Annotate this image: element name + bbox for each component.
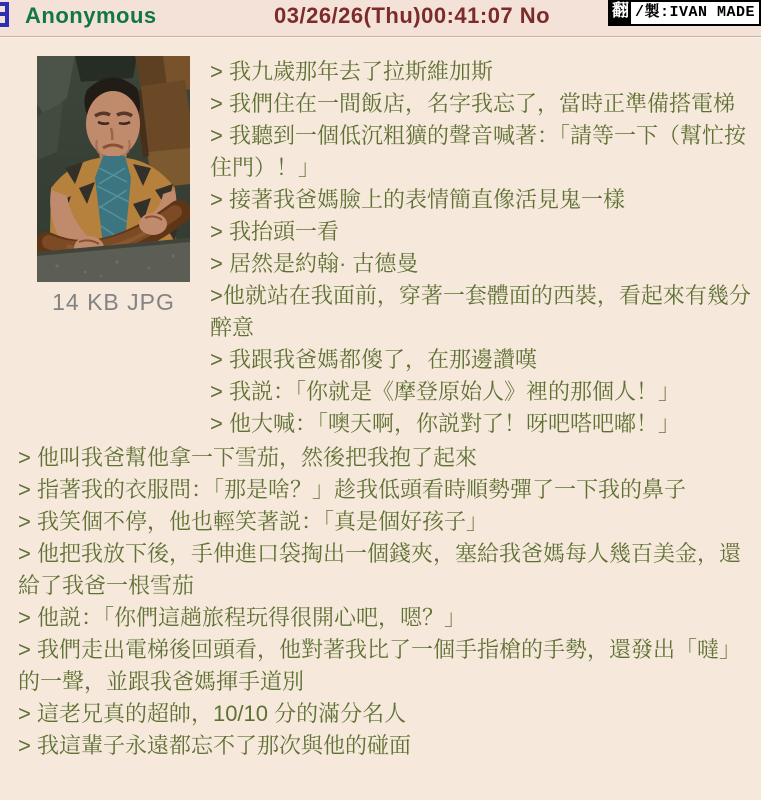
flintstones-movie-still-thumbnail[interactable] [37,56,190,282]
file-thumbnail-container [37,56,190,316]
greentext-line: > 我們住在一間飯店，名字我忘了，當時正準備搭電梯 [210,91,735,116]
greentext-line: > 我跟我爸媽都傻了，在那邊讚嘆 [210,347,537,372]
greentext-line: > 他把我放下後，手伸進口袋掏出一個錢夾，塞給我爸媽每人幾百美金，還給了我爸一根雪茄 [18,541,741,598]
greentext-line: > 指著我的衣服問：「那是啥？」趁我低頭看時順勢彈了一下我的鼻子 [18,477,686,502]
greentext-line: > 我們走出電梯後回頭看，他對著我比了一個手指槍的手勢，還發出「噠」的一聲，並跟我爸媽揮手道別 [18,637,741,694]
greentext-line: >他就站在我面前，穿著一套體面的西裝，看起來有幾分醉意 [210,283,751,340]
greentext-line: > 這老兄真的超帥，10/10 分的滿分名人 [18,701,407,726]
greentext-line: > 他叫我爸幫他拿一下雪茄，然後把我抱了起來 [18,445,477,470]
greentext-line: > 我九歲那年去了拉斯維加斯 [210,59,493,84]
poster-name: Anonymous [25,3,157,28]
greentext-line: > 我説：「你就是《摩登原始人》裡的那個人！」 [210,379,680,404]
clipped-blue-glyph-icon [0,2,9,27]
greentext-line: > 我笑個不停，他也輕笑著説：「真是個好孩子」 [18,509,488,534]
file-size-caption: 14 KB JPG [52,289,175,315]
greentext-line: > 他説：「你們這趟旅程玩得很開心吧，嗯？」 [18,605,466,630]
greentext-line: > 接著我爸媽臉上的表情簡直像活見鬼一樣 [210,187,625,212]
greentext-line: > 他大喊：「噢天啊，你説對了！呀吧嗒吧嘟！」 [210,411,680,436]
greentext-line: > 居然是約翰· 古德曼 [210,251,419,276]
post-timestamp: 03/26/26(Thu)00:41:07 No [274,3,551,28]
translator-credit-badge [608,0,761,26]
badge-text: /製:IVAN MADE [634,4,755,21]
greentext-line: > 我聽到一個低沉粗獷的聲音喊著：「請等一下（幫忙按住門）！」 [210,123,746,180]
post-body [0,37,761,762]
badge-inverted-char: 翻 [611,3,629,22]
greentext-line: > 我抬頭一看 [210,219,339,244]
greentext-line: > 我這輩子永遠都忘不了那次與他的碰面 [18,733,411,758]
greentext-fullwidth-block [0,440,761,762]
post-header [0,0,761,37]
